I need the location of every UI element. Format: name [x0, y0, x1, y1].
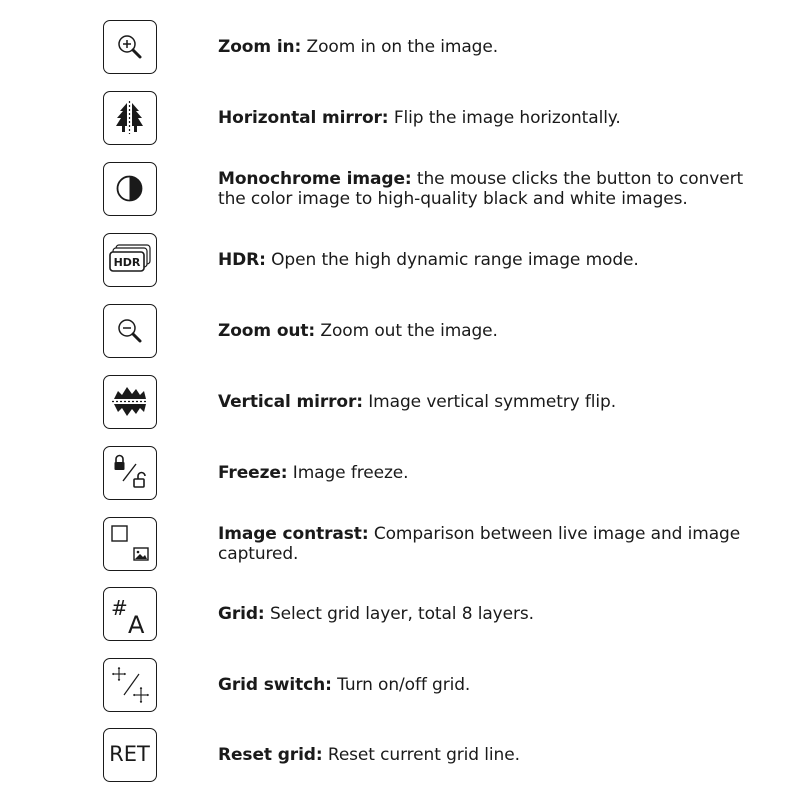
horizontal-mirror-button[interactable] — [103, 91, 157, 145]
grid-icon-label: # — [111, 596, 128, 620]
hdr-button[interactable] — [103, 233, 157, 287]
feature-title: Vertical mirror: — [218, 392, 363, 412]
monochrome-icon — [104, 163, 155, 214]
feature-title: Zoom out: — [218, 321, 316, 341]
hdr-icon-label: HDR — [113, 256, 141, 269]
feature-text: Select grid layer, total 8 layers. — [264, 604, 534, 624]
feature-description — [218, 675, 758, 695]
feature-description — [218, 37, 758, 57]
reset-grid-icon: RET — [109, 742, 150, 766]
monochrome-button[interactable] — [103, 162, 157, 216]
feature-description — [218, 250, 758, 270]
feature-text: Zoom out the image. — [315, 321, 498, 341]
feature-description — [218, 463, 758, 483]
zoom-out-icon — [104, 305, 155, 356]
feature-title: HDR: — [218, 250, 266, 270]
image-contrast-button[interactable] — [103, 517, 157, 571]
feature-text: Image vertical symmetry flip. — [362, 392, 617, 412]
feature-title: Grid: — [218, 604, 265, 624]
zoom-in-button[interactable] — [103, 20, 157, 74]
feature-description — [218, 392, 758, 412]
feature-text: Image freeze. — [287, 463, 409, 483]
feature-title: Monochrome image: — [218, 169, 412, 189]
feature-description — [218, 321, 758, 341]
feature-text: Flip the image horizontally. — [388, 108, 621, 128]
feature-title: Freeze: — [218, 463, 288, 483]
zoom-in-icon — [104, 21, 155, 72]
feature-text: Open the high dynamic range image mode. — [265, 250, 639, 270]
feature-text: Comparison between live image and image captured. — [218, 524, 741, 564]
feature-row-grid-switch — [0, 658, 800, 718]
feature-row-freeze — [0, 446, 800, 506]
feature-description — [218, 745, 758, 765]
vertical-mirror-icon — [104, 376, 155, 427]
feature-title: Zoom in: — [218, 37, 302, 57]
feature-row-hdr — [0, 233, 800, 293]
zoom-out-button[interactable] — [103, 304, 157, 358]
feature-text: Reset current grid line. — [322, 745, 520, 765]
reset-grid-button[interactable] — [103, 728, 157, 782]
grid-button[interactable] — [103, 587, 157, 641]
feature-text: Zoom in on the image. — [301, 37, 499, 57]
feature-row-horizontal-mirror — [0, 91, 800, 151]
feature-title: Reset grid: — [218, 745, 323, 765]
grid-switch-icon — [104, 659, 155, 710]
feature-description — [218, 524, 758, 564]
horizontal-mirror-icon — [104, 92, 155, 143]
feature-description — [218, 169, 758, 209]
vertical-mirror-button[interactable] — [103, 375, 157, 429]
freeze-icon — [104, 447, 155, 498]
freeze-button[interactable] — [103, 446, 157, 500]
hdr-icon — [104, 234, 155, 285]
feature-row-image-contrast — [0, 517, 800, 577]
feature-text: Turn on/off grid. — [331, 675, 471, 695]
feature-row-monochrome — [0, 162, 800, 222]
image-contrast-icon — [104, 518, 155, 569]
feature-description — [218, 108, 758, 128]
feature-row-zoom-out — [0, 304, 800, 364]
feature-row-vertical-mirror — [0, 375, 800, 435]
feature-title: Grid switch: — [218, 675, 332, 695]
feature-row-zoom-in — [0, 20, 800, 80]
feature-title: Image contrast: — [218, 524, 369, 544]
feature-row-reset-grid — [0, 728, 800, 788]
feature-title: Horizontal mirror: — [218, 108, 389, 128]
feature-row-grid — [0, 587, 800, 647]
grid-icon — [104, 588, 155, 639]
grid-switch-button[interactable] — [103, 658, 157, 712]
feature-text: the mouse clicks the button to convert the color image to high-quality black and white images. — [218, 169, 744, 209]
feature-description — [218, 604, 758, 624]
grid-icon-letter: A — [128, 611, 145, 639]
